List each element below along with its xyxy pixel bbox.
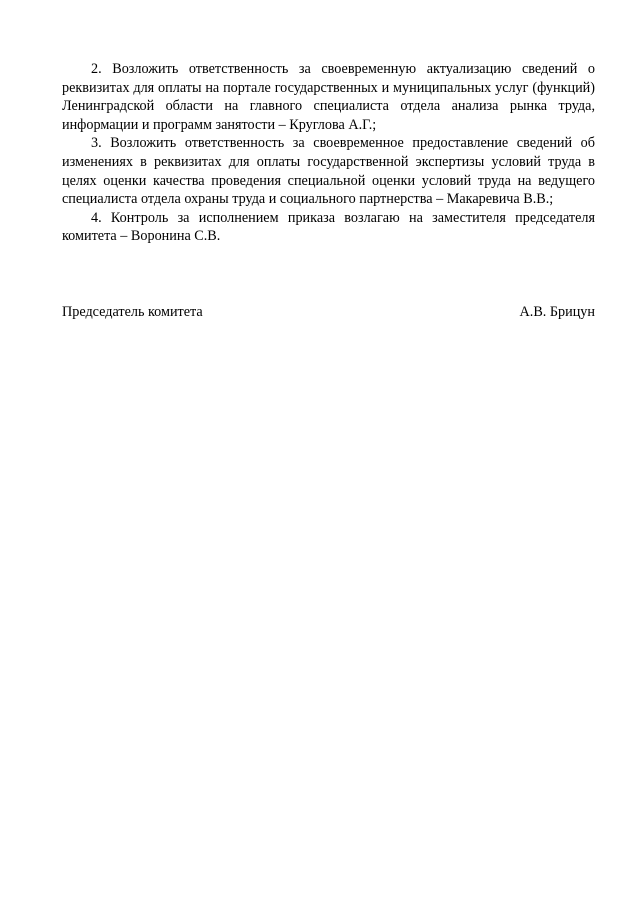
signature-block (62, 303, 595, 322)
paragraph-item-3: 3. Возложить ответственность за своевременное предоставление сведений об изменениях в реквизитах для оплаты государственной экспертизы условий труда в целях оценки качества проведения специальной оценки условий труда на ведущего специалиста отдела охраны труда и социального партнерства – Макаревича В.В.; (62, 135, 595, 208)
paragraph-item-4: 4. Контроль за исполнением приказа возлагаю на заместителя председателя комитета – Воронина С.В. (62, 209, 595, 245)
signatory-position: Председатель комитета (62, 304, 203, 320)
paragraph-item-2: 2. Возложить ответственность за своевременную актуализацию сведений о реквизитах для оплаты на портале государственных и муниципальных услуг (функций) Ленинградской области на главного специалиста отдела анализа рынка труда, информации и программ занятости – Круглова А.Г.; (62, 61, 595, 133)
signatory-name: А.В. Брицун (519, 304, 595, 320)
document-body (62, 60, 595, 246)
